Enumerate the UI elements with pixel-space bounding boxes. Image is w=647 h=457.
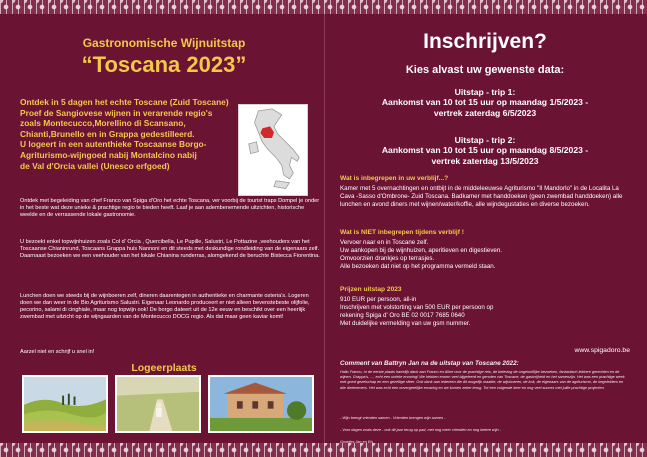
italy-map-image bbox=[238, 104, 308, 196]
excluded-list bbox=[340, 239, 632, 271]
price-line: 910 EUR per persoon, all-in bbox=[340, 296, 417, 303]
photo-tuscan-hills bbox=[22, 375, 108, 433]
paragraph-wineries: U bezoekt enkel topwijnhuizen zoals Col d' Orcia , Quercibella, Le Pupille, Salustri, Le Pottazine ,veehouders van het Toscaanse Chianinrund, Toscaans Grappa huis Nannoni en dit steeds met deskundige rondleiding van de eigenaars zelf. Daarnaast bezoeken we een veehouder van het lokale Chianina runderras, alomgekend de beruchte Bistecca Fiorentina. bbox=[20, 239, 320, 260]
testimonial-quote-2: - Voor dagen zoals deze - ook dit jaar terug op pad, met nog meer vrienden en nog betere wijn - bbox=[340, 428, 501, 432]
trip-2-departure: vertrek zaterdag 13/5/2023 bbox=[431, 155, 539, 166]
excluded-item: Uw aankopen bij de wijnhuizen, aperitieven en digestieven. bbox=[340, 247, 503, 254]
testimonial-body: Hallo Franco, In de eerste plaats hartelijk dank aan Franco en Aline voor de prachtige reis, de beleving de ongelooflijke bezoeken, fantastisch lekkere gerechten en de wijnen. Grappa's, ..., echt een unieke ervaring! We hebben enorm veel bijgeleerd en genoten van Toscane, de gastvrijheid en het samenzijn. Het was een prachtige week met goed gezelschap en een gezellige sfeer. Ook dank aan iedereen die dit mogelijk maakte, de wijnboeren, de kok, de eigenaars van de agriturismo, de begeleiders en alle deelnemers. Het was echt een onvergetelijke ervaring en we komen zeker terug. Tot een volgende keer en nog veel succes met jullie prachtige projecten. bbox=[340, 370, 625, 390]
intro-line: Chianti,Brunello en in Grappa gedestilleerd. bbox=[20, 128, 195, 139]
trip-1-departure: vertrek zaterdag 6/5/2023 bbox=[433, 107, 537, 118]
lace-border-top bbox=[0, 0, 647, 14]
trip-2 bbox=[330, 135, 640, 166]
testimonial-quote-1: - Wijn brengt vrienden samen - Vrienden brengen wijn samen - bbox=[340, 416, 446, 420]
right-panel bbox=[330, 14, 640, 443]
intro-line: Ontdek in 5 dagen het echte Toscane (Zuid Toscane) bbox=[20, 97, 229, 107]
included-text: Kamer met 5 overnachtingen en ontbijt in de middeleeuwse Agriturismo "Il Mandorlo" in de Localita La Cava -Sasso d'Ombrone- Zuid Toscana. Badkamer met handdoeken (geen zwembad handdoeken) alle lunchen en avond diners met wijnen/water/koffie, alle wijndegustaties en diverse bezoeken. bbox=[340, 185, 623, 208]
intro-line: zoals Montecucco,Morellino di Scansano, bbox=[20, 118, 186, 129]
excluded-item: Alle bezoeken dat niet op het programma vermeld staan. bbox=[340, 263, 496, 270]
photo-vineyard-walk bbox=[115, 375, 201, 433]
website-link[interactable]: www.spigadoro.be bbox=[574, 347, 630, 354]
intro-line: Agriturismo-wijngoed nabij Montalcino nabij bbox=[20, 149, 197, 160]
page-divider bbox=[324, 14, 325, 443]
brochure-subtitle: Gastronomische Wijnuitstap bbox=[82, 36, 246, 50]
trip-1 bbox=[330, 87, 640, 118]
included-heading: Wat is inbegrepen in uw verblijf...? bbox=[340, 175, 449, 182]
price-details bbox=[340, 296, 632, 328]
left-panel bbox=[8, 14, 320, 443]
excluded-heading: Wat is NIET inbegrepen tijdens verblijf ! bbox=[340, 229, 464, 236]
lodging-heading: Logeerplaats bbox=[131, 362, 197, 374]
price-line: Met duidelijke vermelding van uw gsm nummer. bbox=[340, 320, 471, 327]
intro-line: de Val d'Orcia vallei (Unesco erfgoed) bbox=[20, 160, 170, 171]
price-heading: Prijzen uitstap 2023 bbox=[340, 286, 402, 293]
excluded-item: Omvoorzien drankjes op terrasjes. bbox=[340, 255, 435, 262]
paragraph-chef: Ontdek met begeleiding van chef Franco van Spiga d'Oro het echte Toscana, ver voorbij de tourist traps Dompel je onder in het beste wat deze unieke & prachtige regio te bieden heeft. Laaf je aan adembenemende uitzichten, historische weelde en de verrassende lokale gastronomie. bbox=[20, 198, 320, 219]
price-line: Inschrijven met volstorting van 500 EUR per persoon op bbox=[340, 304, 494, 311]
trip-2-label: Uitstap - trip 2: bbox=[454, 135, 516, 145]
trip-1-label: Uitstap - trip 1: bbox=[454, 87, 516, 97]
intro-line: U logeert in een autenthieke Toscaanse Borgo- bbox=[20, 139, 207, 150]
photo-agriturismo bbox=[208, 375, 314, 433]
brochure-title: “Toscana 2023” bbox=[81, 52, 247, 77]
intro-line: Proef de Sangiovese wijnen in verarende regio's bbox=[20, 107, 213, 118]
testimonial-signature: Groetjes Jan en Els bbox=[340, 440, 374, 444]
testimonial-title: Comment van Battryn Jan na de uitstap van Toscane 2022: bbox=[340, 360, 519, 367]
italy-map-icon bbox=[239, 105, 307, 194]
paragraph-lodging: Lunchen doen we steeds bij de wijnboeren zelf, dineren daarentegen in authentieke en charmante osteria's. Logeren doen we dan weer in de Bio Agriturismo Salustri. Eigenaar Leonardo produceert er niet alleen bevenstebeste olijfolie, pecorino, salami di cinghiale, maar nog topwijn ook! De borgo dateert uit de 12e eeuw en beschikt over een heerlijk zwembad met uitzicht op de wijngaarden van de Montecucco DOCG regio. Als dat maar geen kaviar komt! bbox=[20, 293, 310, 321]
registration-title: Inschrijven? bbox=[423, 30, 547, 53]
price-line: rekening Spiga d' Oro BE 02 0017 7685 0640 bbox=[340, 312, 465, 319]
call-to-action: Aarzel niet en schrijf u snel in! bbox=[20, 349, 95, 355]
registration-subtitle: Kies alvast uw gewenste data: bbox=[405, 64, 565, 76]
intro-text bbox=[20, 97, 235, 171]
trip-1-arrival: Aankomst van 10 tot 15 uur op maandag 1/5/2023 - bbox=[381, 97, 589, 108]
trip-2-arrival: Aankomst van 10 tot 15 uur op maandag 8/5/2023 - bbox=[381, 145, 589, 156]
excluded-item: Vervoer naar en in Toscane zelf. bbox=[340, 239, 429, 246]
